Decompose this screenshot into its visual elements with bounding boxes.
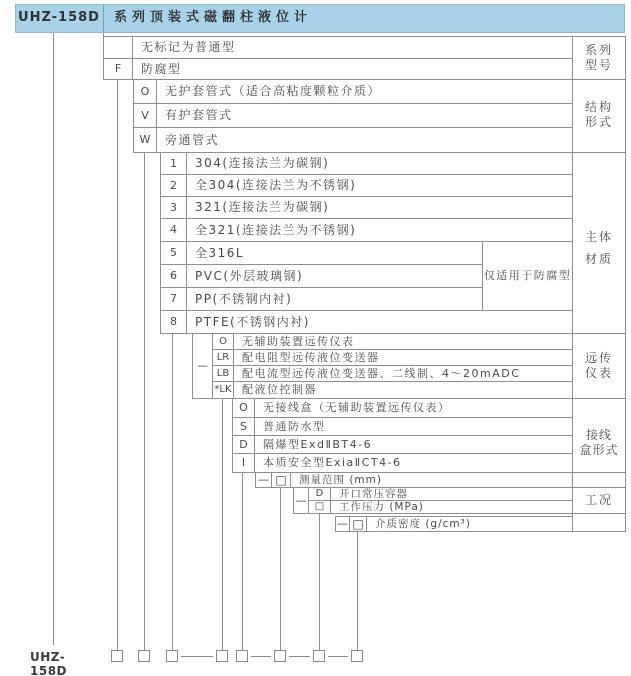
structure-code-o: O [133,79,157,104]
remote-desc: 配液位控制器 [233,381,573,399]
series-desc: 防腐型 [132,58,573,80]
remote-code-o: O [212,333,234,350]
material-code-1: 1 [160,152,187,175]
model-code-box-structure [138,650,150,662]
descender-structure [144,152,145,650]
remote-desc: 配电流型远传液位变送器、二线制、4～20mADC [233,365,573,382]
category-label-structure: 结构 形式 [584,100,613,129]
model-code-box-working [313,650,325,662]
junction-code-d: D [232,435,255,454]
descender-working [319,513,320,650]
material-desc: PP(不锈钢内衬) [186,287,483,311]
remote-code-lr: LR [212,349,234,366]
remote-dash-cell: — [192,333,213,399]
category-divider [572,472,626,473]
category-divider [572,79,626,80]
material-code-3: 3 [160,196,187,219]
remote-code-lk: *LK [212,381,234,399]
model-code-box-remote [216,650,228,662]
descender-remote [222,398,223,650]
structure-desc: 有护套管式 [156,103,573,128]
material-note: 仅适用于防腐型 [482,241,573,311]
junction-desc: 隔爆型ExdⅡBT4-6 [254,435,573,454]
material-code-8: 8 [160,310,187,334]
model-code-dash [251,656,271,657]
category-label-junction: 接线 盒形式 [579,428,619,457]
remote-code-lb: LB [212,365,234,382]
category-label-remote: 远传 仪表 [584,351,613,380]
material-desc: 304(连接法兰为碳钢) [186,152,573,175]
remote-desc: 配电阻型远传液位变送器 [233,349,573,366]
working-desc: 工作压力 (MPa) [330,500,573,514]
material-code-7: 7 [160,287,187,311]
header-title: 系列顶装式磁翻柱液位计 [114,10,313,25]
model-code-box-series [111,650,123,662]
structure-desc: 无护套管式（适合高粘度颗粒介质） [156,79,573,104]
remote-desc: 无辅助装置远传仪表 [233,333,573,350]
descender-series-title [53,33,54,645]
series-code-f: F [103,58,133,80]
material-code-5: 5 [160,241,187,265]
header-bar [15,4,625,33]
structure-code-w: W [133,127,157,153]
descender-junction [242,472,243,650]
model-code-box-material [166,650,178,662]
material-desc: 全316L [186,241,483,265]
model-code-box-junction [236,650,248,662]
working-desc: 开口常压容器 [330,487,573,501]
header-model: UHZ-158D [18,10,100,25]
material-desc: PVC(外层玻璃钢) [186,264,483,288]
model-code-box-range [274,650,286,662]
category-divider [572,487,626,488]
material-desc: 全321(连接法兰为不锈钢) [186,218,573,242]
range-dash-cell: — [255,472,272,488]
structure-code-v: V [133,103,157,128]
category-divider [572,333,626,334]
material-desc: 全304(连接法兰为不锈钢) [186,174,573,197]
density-desc: 介质密度 (g/cm³) [366,516,573,532]
model-code-box-density [351,650,363,662]
category-divider [572,513,626,514]
category-divider [572,152,626,153]
category-label-material: 主体 材质 [584,230,613,266]
category-label-working: 工况 [584,493,613,507]
category-label-series: 系列 型号 [584,43,613,72]
range-desc: 测量范围 (mm) [290,472,573,488]
working-dash-cell: — [293,487,309,514]
density-empty-box: □ [349,516,367,532]
descender-density [357,531,358,650]
working-code-d: D [308,487,331,501]
model-code-dash [328,656,348,657]
descender-series-code [117,79,118,650]
connector-line [103,33,104,37]
series-desc: 无标记为普通型 [132,36,573,59]
junction-code-i: I [232,453,255,473]
junction-code-o: O [232,398,255,418]
descender-range [280,487,281,650]
model-code-dash [181,656,213,657]
junction-desc: 无接线盒（无辅助装置远传仪表） [254,398,573,418]
density-dash-cell: — [337,517,348,530]
header-divider [103,5,104,32]
descender-material [172,333,173,650]
series-code-blank [103,36,133,59]
range-empty-box: □ [271,472,291,488]
category-divider [572,398,626,399]
material-code-4: 4 [160,218,187,242]
footer-model: UHZ-158D [30,650,68,676]
junction-code-s: S [232,417,255,436]
model-code-dash [289,656,310,657]
material-desc: PTFE(不锈钢内衬) [186,310,573,334]
material-desc: 321(连接法兰为碳钢) [186,196,573,219]
structure-desc: 旁通管式 [156,127,573,153]
material-code-2: 2 [160,174,187,197]
junction-desc: 本质安全型ExiaⅡCT4-6 [254,453,573,473]
junction-desc: 普通防水型 [254,417,573,436]
working-code-box: □ [308,500,331,514]
material-code-6: 6 [160,264,187,288]
